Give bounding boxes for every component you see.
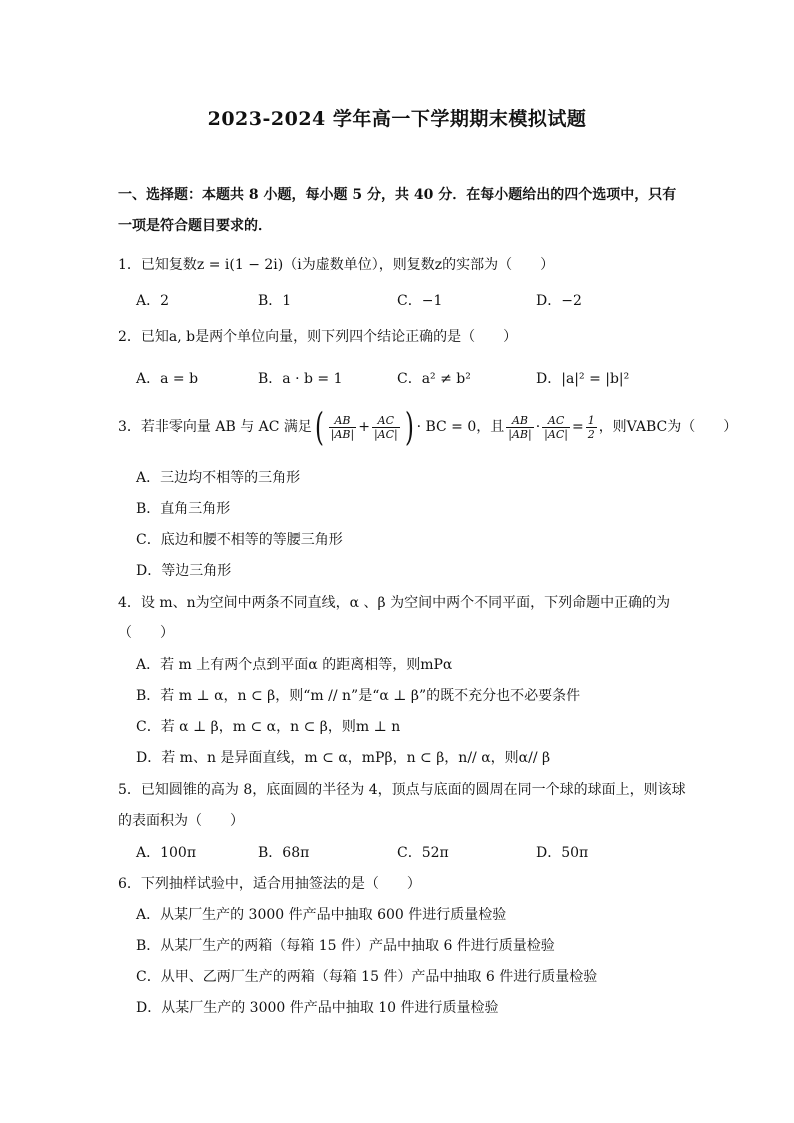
fraction-numerator: AC <box>542 414 570 428</box>
question-4-option-d: D．若 m、n 是异面直线，m ⊂ α，mPβ，n ⊂ β，n// α，则α// β <box>136 750 551 766</box>
question-3-option-d: D．等边三角形 <box>136 563 232 579</box>
fraction-denominator: |AB| <box>508 427 532 441</box>
fraction-denominator: |AC| <box>544 427 568 441</box>
question-4-option-c: C．若 α ⊥ β，m ⊂ α，n ⊂ β，则m ⊥ n <box>136 719 401 735</box>
plus-sign: + <box>358 419 370 435</box>
fraction-numerator: AB <box>506 414 533 428</box>
question-3-stem <box>118 405 738 449</box>
question-6-stem: 6．下列抽样试验中，适合用抽签法的是（ ） <box>118 876 421 892</box>
question-4-option-a: A．若 m 上有两个点到平面α 的距离相等，则mPα <box>136 657 453 673</box>
question-3-option-c: C．底边和腰不相等的等腰三角形 <box>136 532 343 548</box>
question-5-stem: 5．已知圆锥的高为 8，底面圆的半径为 4，顶点与底面的圆周在同一个球的球面上，则该球 <box>118 782 686 798</box>
question-5-stem-cont: 的表面积为（ ） <box>118 813 244 829</box>
question-1-option-d: D．−2 <box>536 293 582 309</box>
question-6-option-c: C．从甲、乙两厂生产的两箱（每箱 15 件）产品中抽取 6 件进行质量检验 <box>136 969 598 985</box>
question-3-prefix: 3．若非零向量 AB 与 AC 满足 <box>118 419 312 435</box>
equals-sign: = <box>571 419 584 435</box>
section-heading: 一、选择题：本题共 8 小题，每小题 5 分，共 40 分．在每小题给出的四个选项中，只有一项是符合题目要求的． <box>118 187 677 234</box>
page-title: 2023-2024 学年高一下学期期末模拟试题 <box>207 108 587 130</box>
question-4-stem-cont: （ ） <box>118 625 174 641</box>
question-6-option-a: A．从某厂生产的 3000 件产品中抽取 600 件进行质量检验 <box>136 907 507 923</box>
fraction-denominator: |AC| <box>373 427 398 441</box>
right-paren: ) <box>404 405 414 449</box>
question-1-option-c: C．−1 <box>397 293 443 309</box>
fraction-numerator: 1 <box>587 413 595 427</box>
question-3-suffix: ，则VABC为（ ） <box>598 419 738 435</box>
question-5-option-a: A．100π <box>136 845 197 861</box>
question-3-mid: · BC = 0，且 <box>416 419 505 435</box>
fraction-ab-2 <box>506 414 533 441</box>
question-1-option-a: A．2 <box>136 293 170 309</box>
question-5-option-d: D．50π <box>536 845 589 861</box>
question-4-stem: 4．设 m、n为空间中两条不同直线，α 、β 为空间中两个不同平面，下列命题中正确的为 <box>118 595 671 611</box>
fraction-denominator: 2 <box>587 427 595 441</box>
question-2-option-a: A．a = b <box>136 371 199 387</box>
fraction-denominator: |AB| <box>330 427 355 441</box>
fraction-ab <box>329 414 356 441</box>
question-5-option-b: B．68π <box>258 845 310 861</box>
fraction-ac-2 <box>542 414 570 441</box>
fraction-numerator: AB <box>329 414 356 428</box>
fraction-half <box>586 414 597 441</box>
fraction-numerator: AC <box>372 414 400 428</box>
question-2-stem: 2．已知a, b是两个单位向量，则下列四个结论正确的是（ ） <box>118 329 518 345</box>
question-6-option-b: B．从某厂生产的两箱（每箱 15 件）产品中抽取 6 件进行质量检验 <box>136 938 555 954</box>
question-1-stem: 1．已知复数z = i(1 − 2i)（i为虚数单位），则复数z的实部为（ ） <box>118 257 555 273</box>
dot-sign: · <box>535 419 541 435</box>
question-3-option-b: B．直角三角形 <box>136 501 231 517</box>
fraction-ac <box>372 414 400 441</box>
question-4-option-b: B．若 m ⊥ α，n ⊂ β，则“m // n”是“α ⊥ β”的既不充分也不必要条件 <box>136 688 581 704</box>
question-5-option-c: C．52π <box>397 845 449 861</box>
question-2-option-d: D．|a|² = |b|² <box>536 371 630 387</box>
question-3-option-a: A．三边均不相等的三角形 <box>136 470 301 486</box>
question-2-option-b: B．a · b = 1 <box>258 371 343 387</box>
left-paren: ( <box>314 405 324 449</box>
question-6-option-d: D．从某厂生产的 3000 件产品中抽取 10 件进行质量检验 <box>136 1000 499 1016</box>
question-1-option-b: B．1 <box>258 293 292 309</box>
question-2-option-c: C．a² ≠ b² <box>397 371 471 387</box>
